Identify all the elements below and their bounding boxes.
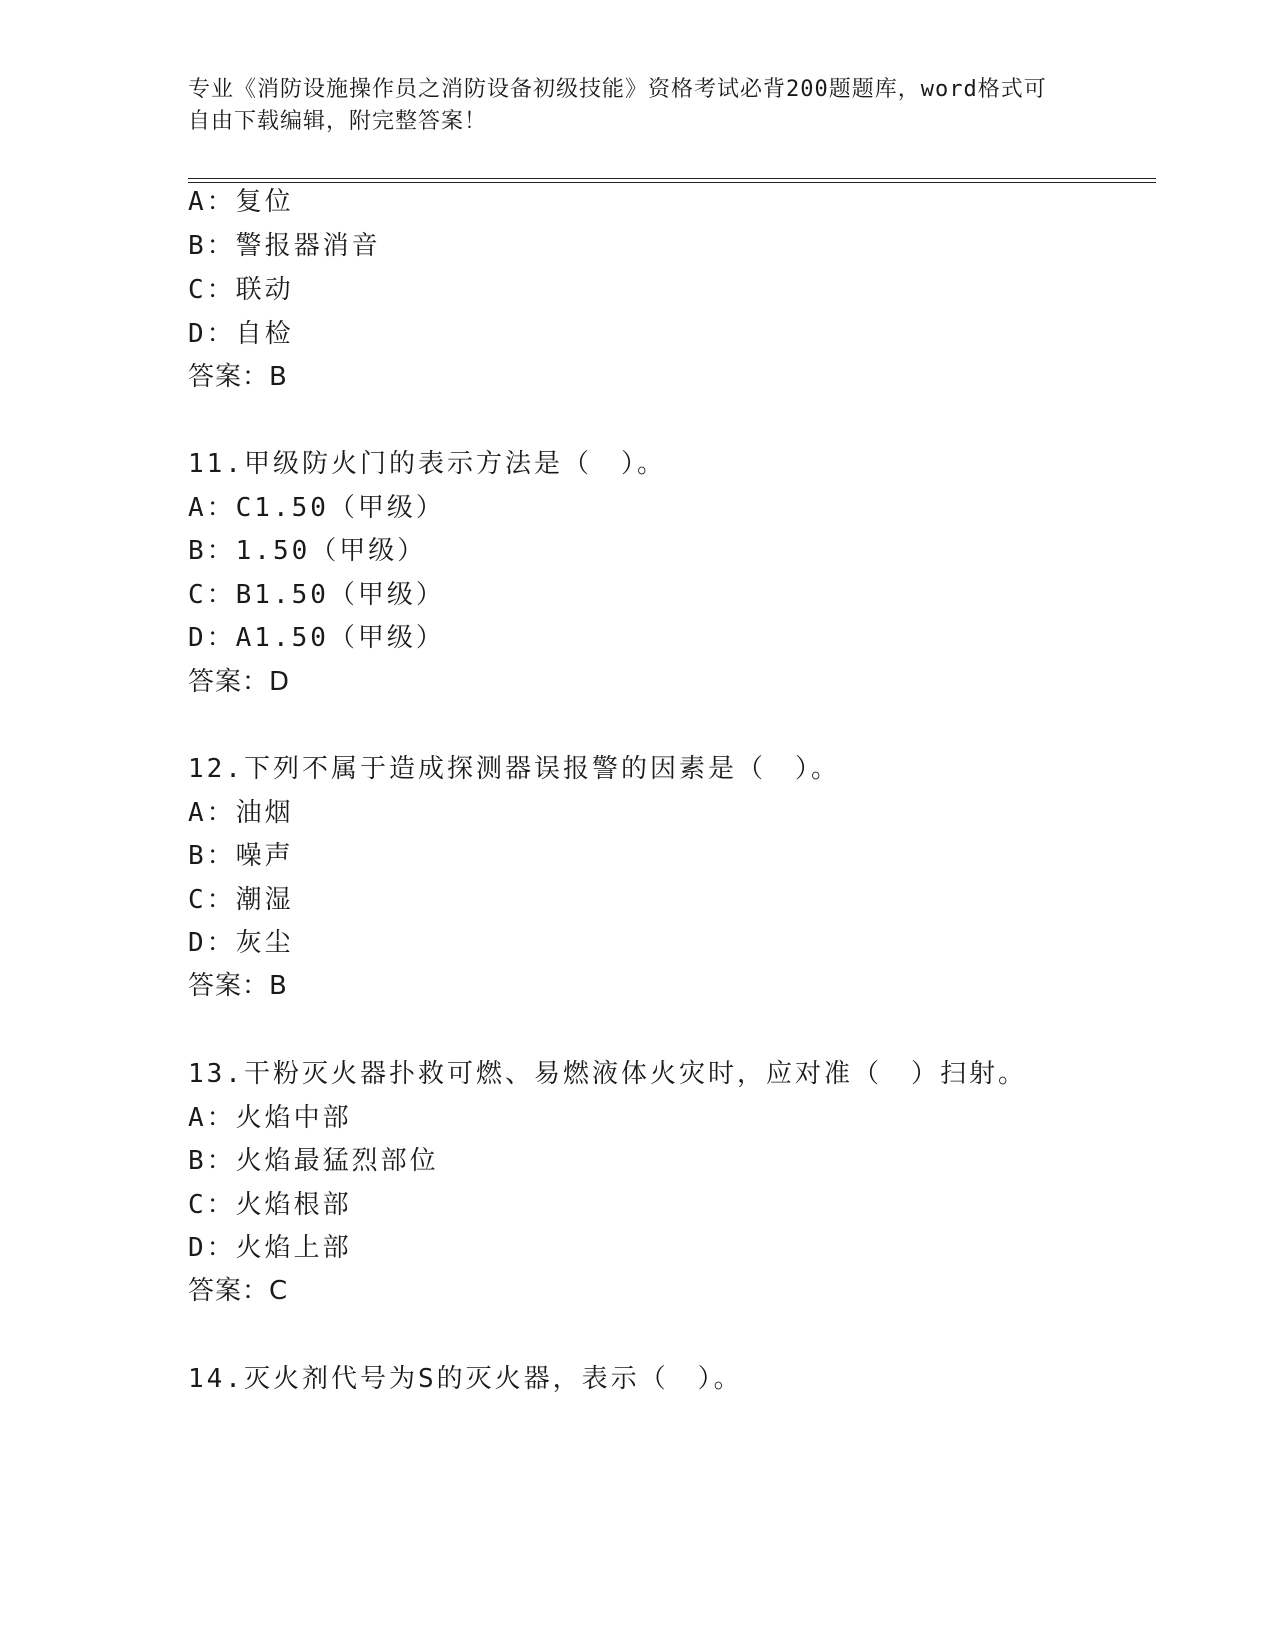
answer-line: 答案：B: [188, 971, 288, 1001]
option-a: A：火焰中部: [188, 1103, 352, 1133]
option-d: D：自检: [188, 319, 294, 349]
option-a: A：复位: [188, 187, 294, 217]
question-stem: 11.甲级防火门的表示方法是（ ）。: [188, 449, 666, 479]
document-header: 专业《消防设施操作员之消防设备初级技能》资格考试必背200题题库，word格式可自由下载编辑，附完整答案！: [188, 77, 1047, 134]
answer-line: 答案：D: [188, 667, 291, 697]
option-c: C：B1.50（甲级）: [188, 580, 445, 610]
option-d: D：火焰上部: [188, 1233, 352, 1263]
option-a: A：油烟: [188, 798, 294, 828]
question-stem: 14.灭火剂代号为S的灭火器，表示（ ）。: [188, 1364, 743, 1394]
option-d: D：A1.50（甲级）: [188, 623, 445, 653]
option-a: A：C1.50（甲级）: [188, 493, 445, 523]
header-divider-bottom: [188, 182, 1156, 183]
option-c: C：潮湿: [188, 885, 294, 915]
answer-line: 答案：B: [188, 362, 288, 392]
option-b: B：1.50（甲级）: [188, 536, 427, 566]
option-b: B：火焰最猛烈部位: [188, 1146, 439, 1176]
option-c: C：火焰根部: [188, 1190, 352, 1220]
option-d: D：灰尘: [188, 928, 294, 958]
header-divider-top: [188, 178, 1156, 179]
answer-line: 答案：C: [188, 1276, 289, 1306]
option-c: C：联动: [188, 275, 294, 305]
option-b: B：警报器消音: [188, 231, 381, 261]
option-b: B：噪声: [188, 841, 294, 871]
question-stem: 13.干粉灭火器扑救可燃、易燃液体火灾时，应对准（ ）扫射。: [188, 1059, 1027, 1089]
question-stem: 12.下列不属于造成探测器误报警的因素是（ ）。: [188, 754, 840, 784]
